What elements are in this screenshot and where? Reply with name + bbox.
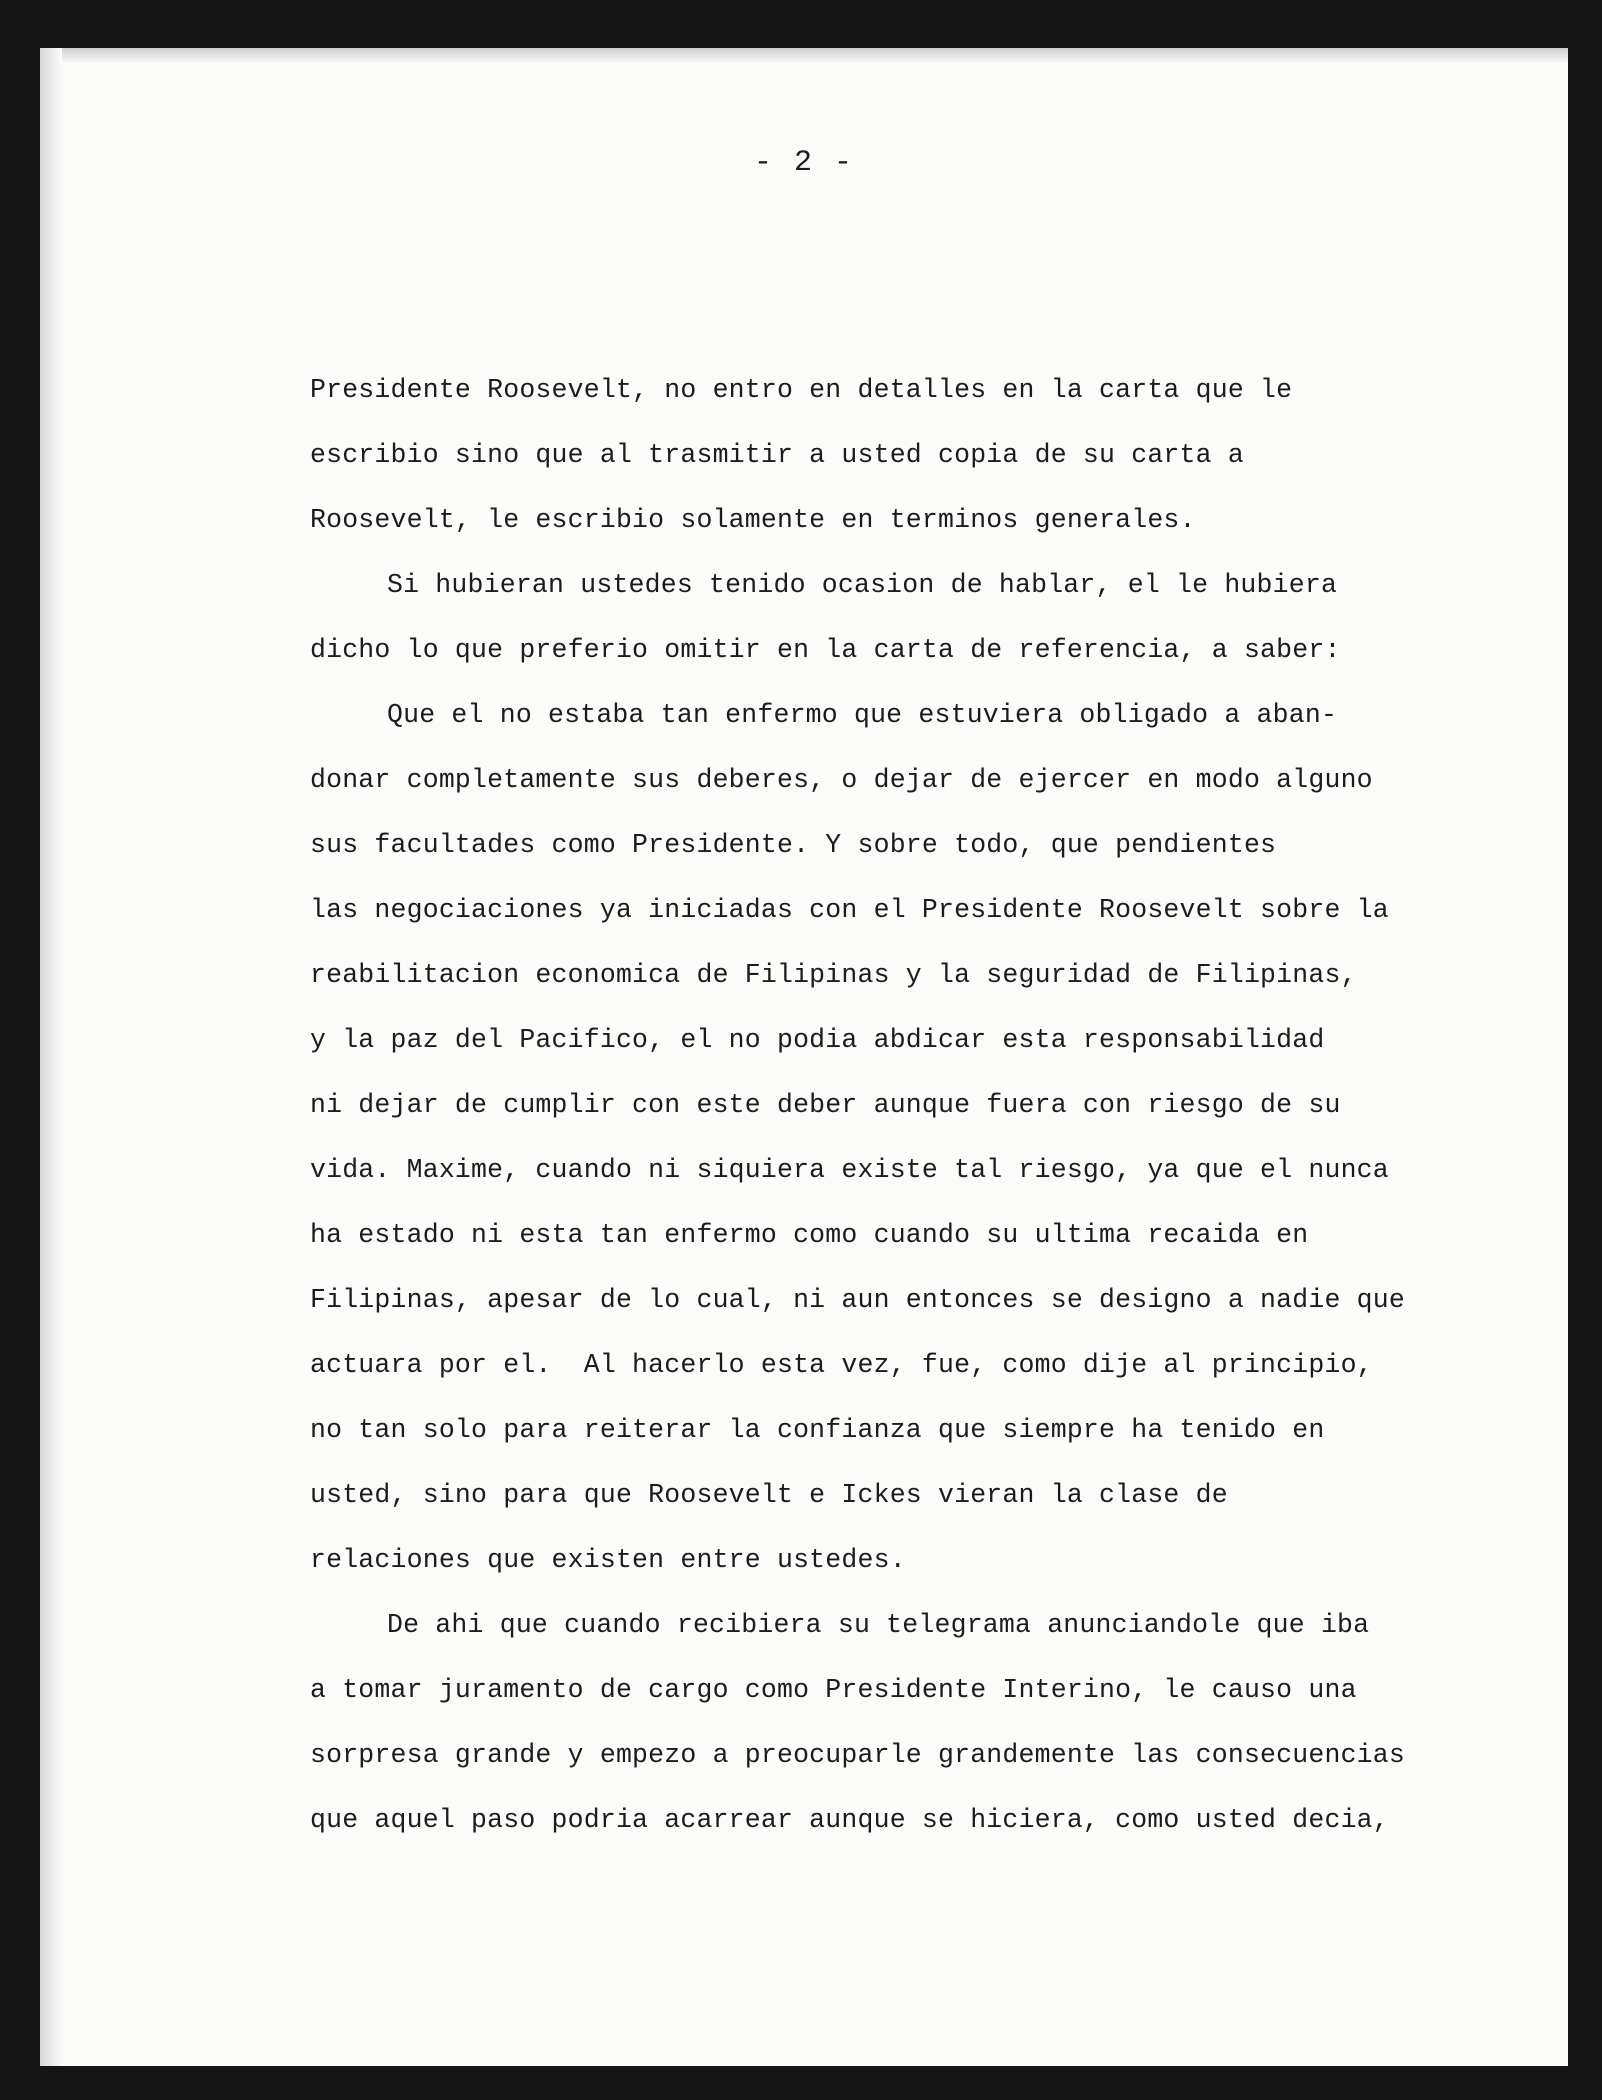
- text-line-16: actuara por el. Al hacerlo esta vez, fue, como dije al principio,: [310, 1350, 1373, 1380]
- text-line-22: sorpresa grande y empezo a preocuparle grandemente las consecuencias: [310, 1740, 1405, 1770]
- page-number: - 2 -: [753, 146, 854, 180]
- text-line-20: De ahi que cuando recibiera su telegrama anunciandole que iba: [387, 1610, 1370, 1640]
- text-line-17: no tan solo para reiterar la confianza que siempre ha tenido en: [310, 1415, 1325, 1445]
- text-line-15: Filipinas, apesar de lo cual, ni aun entonces se designo a nadie que: [310, 1285, 1405, 1315]
- text-line-3: Roosevelt, le escribio solamente en terminos generales.: [310, 505, 1196, 535]
- scan-border-left: [0, 0, 40, 2100]
- text-line-13: vida. Maxime, cuando ni siquiera existe tal riesgo, ya que el nunca: [310, 1155, 1389, 1185]
- text-line-1: Presidente Roosevelt, no entro en detalles en la carta que le: [310, 375, 1293, 405]
- text-line-18: usted, sino para que Roosevelt e Ickes vieran la clase de: [310, 1480, 1228, 1510]
- text-line-10: reabilitacion economica de Filipinas y la seguridad de Filipinas,: [310, 960, 1357, 990]
- text-line-9: las negociaciones ya iniciadas con el Presidente Roosevelt sobre la: [310, 895, 1389, 925]
- text-line-8: sus facultades como Presidente. Y sobre todo, que pendientes: [310, 830, 1277, 860]
- scan-border-bottom: [0, 2066, 1602, 2100]
- text-line-19: relaciones que existen entre ustedes.: [310, 1545, 906, 1575]
- text-line-2: escribio sino que al trasmitir a usted copia de su carta a: [310, 440, 1244, 470]
- body-text: [310, 358, 1440, 1853]
- document-page: [40, 48, 1568, 2066]
- text-line-7: donar completamente sus deberes, o dejar de ejercer en modo alguno: [310, 765, 1373, 795]
- text-line-11: y la paz del Pacifico, el no podia abdicar esta responsabilidad: [310, 1025, 1325, 1055]
- scan-border-top: [0, 0, 1602, 48]
- text-line-5: dicho lo que preferio omitir en la carta de referencia, a saber:: [310, 635, 1341, 665]
- text-line-12: ni dejar de cumplir con este deber aunque fuera con riesgo de su: [310, 1090, 1341, 1120]
- text-line-21: a tomar juramento de cargo como Presidente Interino, le causo una: [310, 1675, 1357, 1705]
- text-line-6: Que el no estaba tan enfermo que estuviera obligado a aban-: [387, 700, 1338, 730]
- text-line-4: Si hubieran ustedes tenido ocasion de hablar, el le hubiera: [387, 570, 1338, 600]
- text-line-23: que aquel paso podria acarrear aunque se hiciera, como usted decia,: [310, 1805, 1389, 1835]
- text-line-14: ha estado ni esta tan enfermo como cuando su ultima recaida en: [310, 1220, 1309, 1250]
- scan-border-right: [1568, 0, 1602, 2100]
